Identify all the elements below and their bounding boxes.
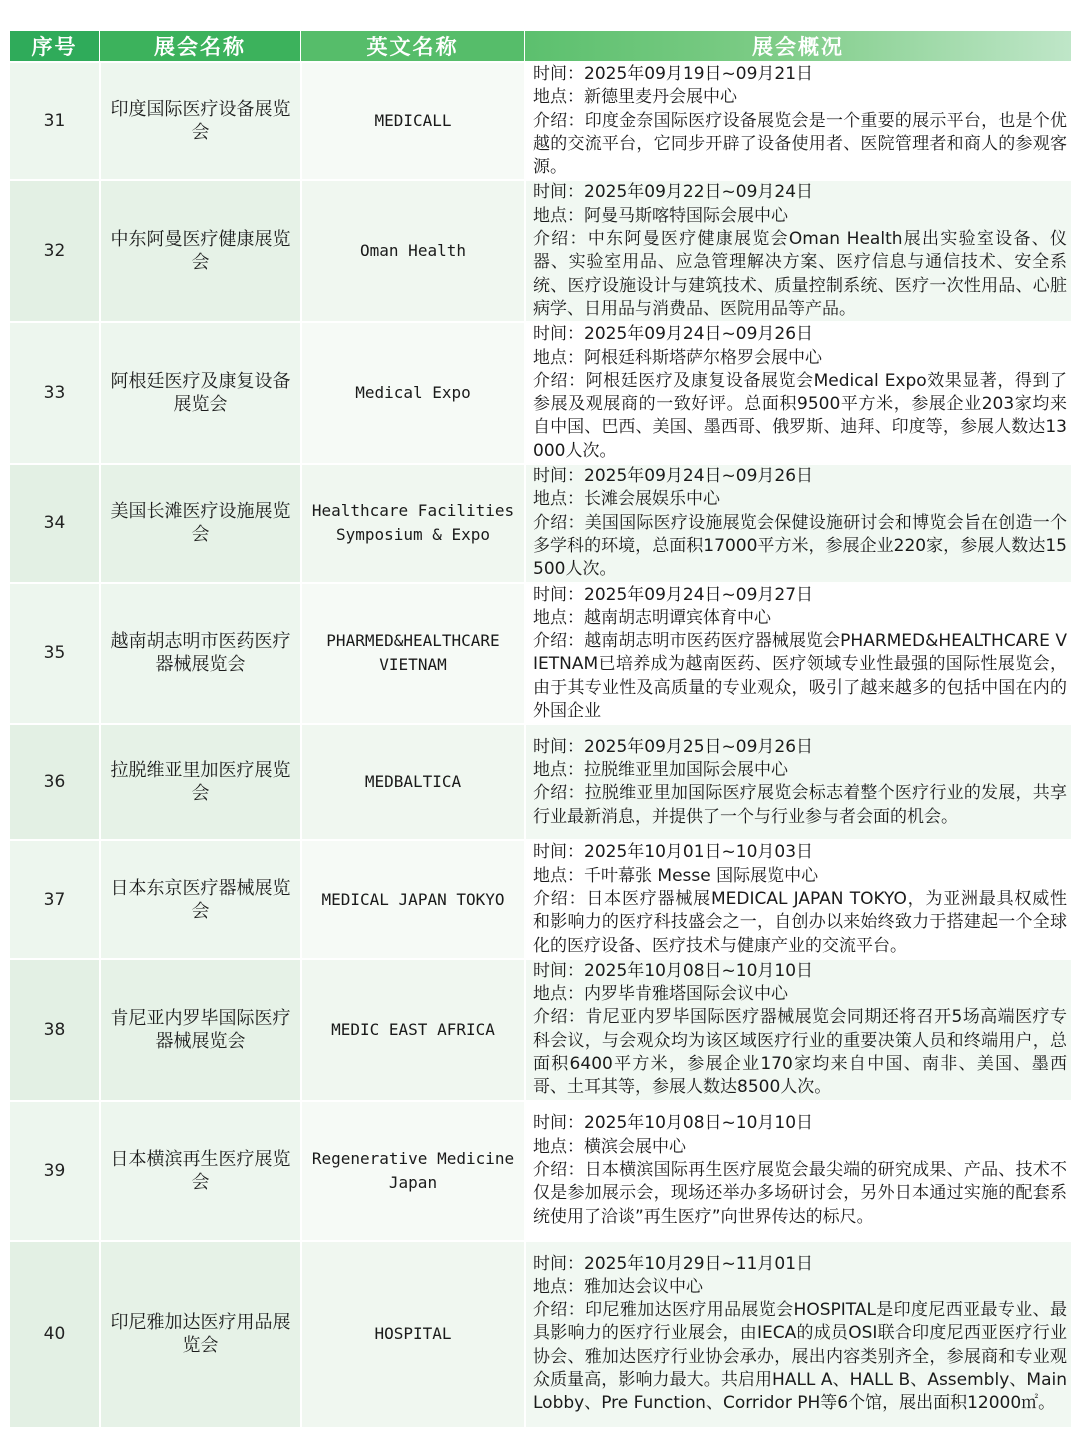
expo-name: 日本东京医疗器械展览会 [99, 839, 300, 957]
expo-name: 日本横滨再生医疗展览会 [99, 1100, 300, 1240]
overview-place: 地点：雅加达会议中心 [533, 1276, 703, 1297]
table-row [10, 179, 1071, 321]
overview-place: 地点：阿曼马斯喀特国际会展中心 [533, 205, 788, 226]
row-number: 36 [10, 723, 99, 839]
row-number: 40 [10, 1240, 99, 1427]
row-number: 34 [10, 463, 99, 581]
expo-name: 美国长滩医疗设施展览会 [99, 463, 300, 581]
row-number: 39 [10, 1100, 99, 1240]
overview-time: 时间：2025年09月24日~09月26日 [533, 466, 814, 487]
table-header [10, 31, 1071, 61]
header-english-name: 英文名称 [300, 31, 524, 61]
row-number: 38 [10, 958, 99, 1100]
expo-name: 阿根廷医疗及康复设备展览会 [99, 321, 300, 463]
overview-intro: 介绍：拉脱维亚里加国际医疗展览会标志着整个医疗行业的发展，共享行业最新消息，并提供了一个与行业参与者会面的机会。 [533, 783, 1067, 827]
overview [524, 179, 1071, 321]
table-row [10, 958, 1071, 1100]
english-name: MEDICAL JAPAN TOKYO [300, 839, 524, 957]
row-number: 33 [10, 321, 99, 463]
overview-time: 时间：2025年09月24日~09月27日 [533, 584, 814, 605]
overview-time: 时间：2025年09月19日~09月21日 [533, 64, 814, 84]
overview-time: 时间：2025年09月24日~09月26日 [533, 324, 814, 345]
header-row [10, 31, 1071, 61]
overview-time: 时间：2025年09月25日~09月26日 [533, 736, 814, 757]
overview-place: 地点：新德里麦丹会展中心 [533, 87, 737, 108]
english-name: MEDICALL [300, 61, 524, 179]
overview-intro: 介绍：越南胡志明市医药医疗器械展览会PHARMED&HEALTHCARE VIETNAM已培养成为越南医药、医疗领域专业性最强的国际性展览会，由于其专业性及高质量的专业观众，吸引了越来越多的包括中国在内的外国企业 [533, 631, 1067, 722]
overview [524, 839, 1071, 957]
expo-name: 拉脱维亚里加医疗展览会 [99, 723, 300, 839]
overview-place: 地点：拉脱维亚里加国际会展中心 [533, 760, 788, 781]
overview-time: 时间：2025年10月29日~11月01日 [533, 1253, 814, 1274]
overview [524, 582, 1071, 724]
overview-time: 时间：2025年10月08日~10月10日 [533, 1113, 814, 1134]
header-expo-name: 展会名称 [99, 31, 300, 61]
overview-time: 时间：2025年09月22日~09月24日 [533, 182, 814, 203]
overview-intro: 介绍：肯尼亚内罗毕国际医疗器械展览会同期还将召开5场高端医疗专科会议，与会观众均为该区域医疗行业的重要决策人员和终端用户，总面积6400平方米，参展企业170家均来自中国、南非、美国、墨西哥、土耳其等，参展人数达8500人次。 [533, 1007, 1067, 1098]
table-row [10, 582, 1071, 724]
overview-intro: 介绍：阿根廷医疗及康复设备展览会Medical Expo效果显著，得到了参展及观展商的一致好评。总面积9500平方米，参展企业203家均来自中国、巴西、美国、墨西哥、俄罗斯、迪拜、印度等，参展人数达13000人次。 [533, 370, 1067, 461]
table-row [10, 463, 1071, 581]
table-row [10, 723, 1071, 839]
overview-place: 地点：阿根廷科斯塔萨尔格罗会展中心 [533, 347, 822, 368]
overview [524, 321, 1071, 463]
expo-name: 越南胡志明市医药医疗器械展览会 [99, 582, 300, 724]
english-name: Medical Expo [300, 321, 524, 463]
header-index: 序号 [10, 31, 99, 61]
english-name: PHARMED&HEALTHCARE VIETNAM [300, 582, 524, 724]
row-number: 32 [10, 179, 99, 321]
overview-intro: 介绍：印度金奈国际医疗设备展览会是一个重要的展示平台，也是个优越的交流平台，它同步开辟了设备使用者、医院管理者和商人的参观客源。 [533, 110, 1067, 178]
table-row [10, 61, 1071, 179]
overview [524, 463, 1071, 581]
english-name: HOSPITAL [300, 1240, 524, 1427]
expo-name: 中东阿曼医疗健康展览会 [99, 179, 300, 321]
expo-name: 印尼雅加达医疗用品展览会 [99, 1240, 300, 1427]
english-name: MEDIC EAST AFRICA [300, 958, 524, 1100]
overview-time: 时间：2025年10月08日~10月10日 [533, 960, 814, 981]
overview [524, 1240, 1071, 1427]
overview [524, 61, 1071, 179]
overview [524, 1100, 1071, 1240]
overview-intro: 介绍：日本横滨国际再生医疗展览会最尖端的研究成果、产品、技术不仅是参加展示会，现场还举办多场研讨会，另外日本通过实施的配套系统使用了洽谈”再生医疗”向世界传达的标尺。 [533, 1159, 1067, 1227]
expo-name: 印度国际医疗设备展览会 [99, 61, 300, 179]
table-row [10, 1240, 1071, 1427]
table-body [10, 61, 1071, 1427]
expo-table [10, 31, 1071, 1427]
overview [524, 723, 1071, 839]
overview-time: 时间：2025年10月01日~10月03日 [533, 842, 814, 863]
table-row [10, 839, 1071, 957]
overview-intro: 介绍：日本医疗器械展MEDICAL JAPAN TOKYO，为亚洲最具权威性和影响力的医疗科技盛会之一，自创办以来始终致力于搭建起一个全球化的医疗设备、医疗技术与健康产业的交流平台。 [533, 888, 1067, 956]
english-name: Regenerative Medicine Japan [300, 1100, 524, 1240]
overview-place: 地点：越南胡志明谭宾体育中心 [533, 607, 771, 628]
overview-place: 地点：千叶幕张 Messe 国际展览中心 [533, 865, 819, 886]
table-row [10, 1100, 1071, 1240]
header-overview: 展会概况 [524, 31, 1071, 61]
row-number: 37 [10, 839, 99, 957]
overview-intro: 介绍：美国国际医疗设施展览会保健设施研讨会和博览会旨在创造一个多学科的环境，总面积17000平方米，参展企业220家，参展人数达15500人次。 [533, 512, 1067, 580]
overview-place: 地点：内罗毕肯雅塔国际会议中心 [533, 984, 788, 1005]
table-row [10, 321, 1071, 463]
expo-name: 肯尼亚内罗毕国际医疗器械展览会 [99, 958, 300, 1100]
overview-place: 地点：长滩会展娱乐中心 [533, 489, 720, 510]
overview [524, 958, 1071, 1100]
english-name: MEDBALTICA [300, 723, 524, 839]
overview-intro: 介绍：中东阿曼医疗健康展览会Oman Health展出实验室设备、仪器、实验室用品、应急管理解决方案、医疗信息与通信技术、安全系统、医疗设施设计与建筑技术、质量控制系统、医疗一次性用品、心脏病学、日用品与消费品、医院用品等产品。 [533, 229, 1067, 319]
row-number: 35 [10, 582, 99, 724]
row-number: 31 [10, 61, 99, 179]
english-name: Oman Health [300, 179, 524, 321]
overview-place: 地点：横滨会展中心 [533, 1136, 686, 1157]
overview-intro: 介绍：印尼雅加达医疗用品展览会HOSPITAL是印度尼西亚最专业、最具影响力的医疗行业展会，由IECA的成员OSI联合印度尼西亚医疗行业协会、雅加达医疗行业协会承办，展出内容类别齐全，参展商和专业观众质量高，影响力最大。共启用HALL A、HALL B、Assembly、Main Lobby、Pre Function、Corridor PH等6个馆，展出面积12000㎡。 [533, 1300, 1067, 1414]
english-name: Healthcare Facilities Symposium & Expo [300, 463, 524, 581]
